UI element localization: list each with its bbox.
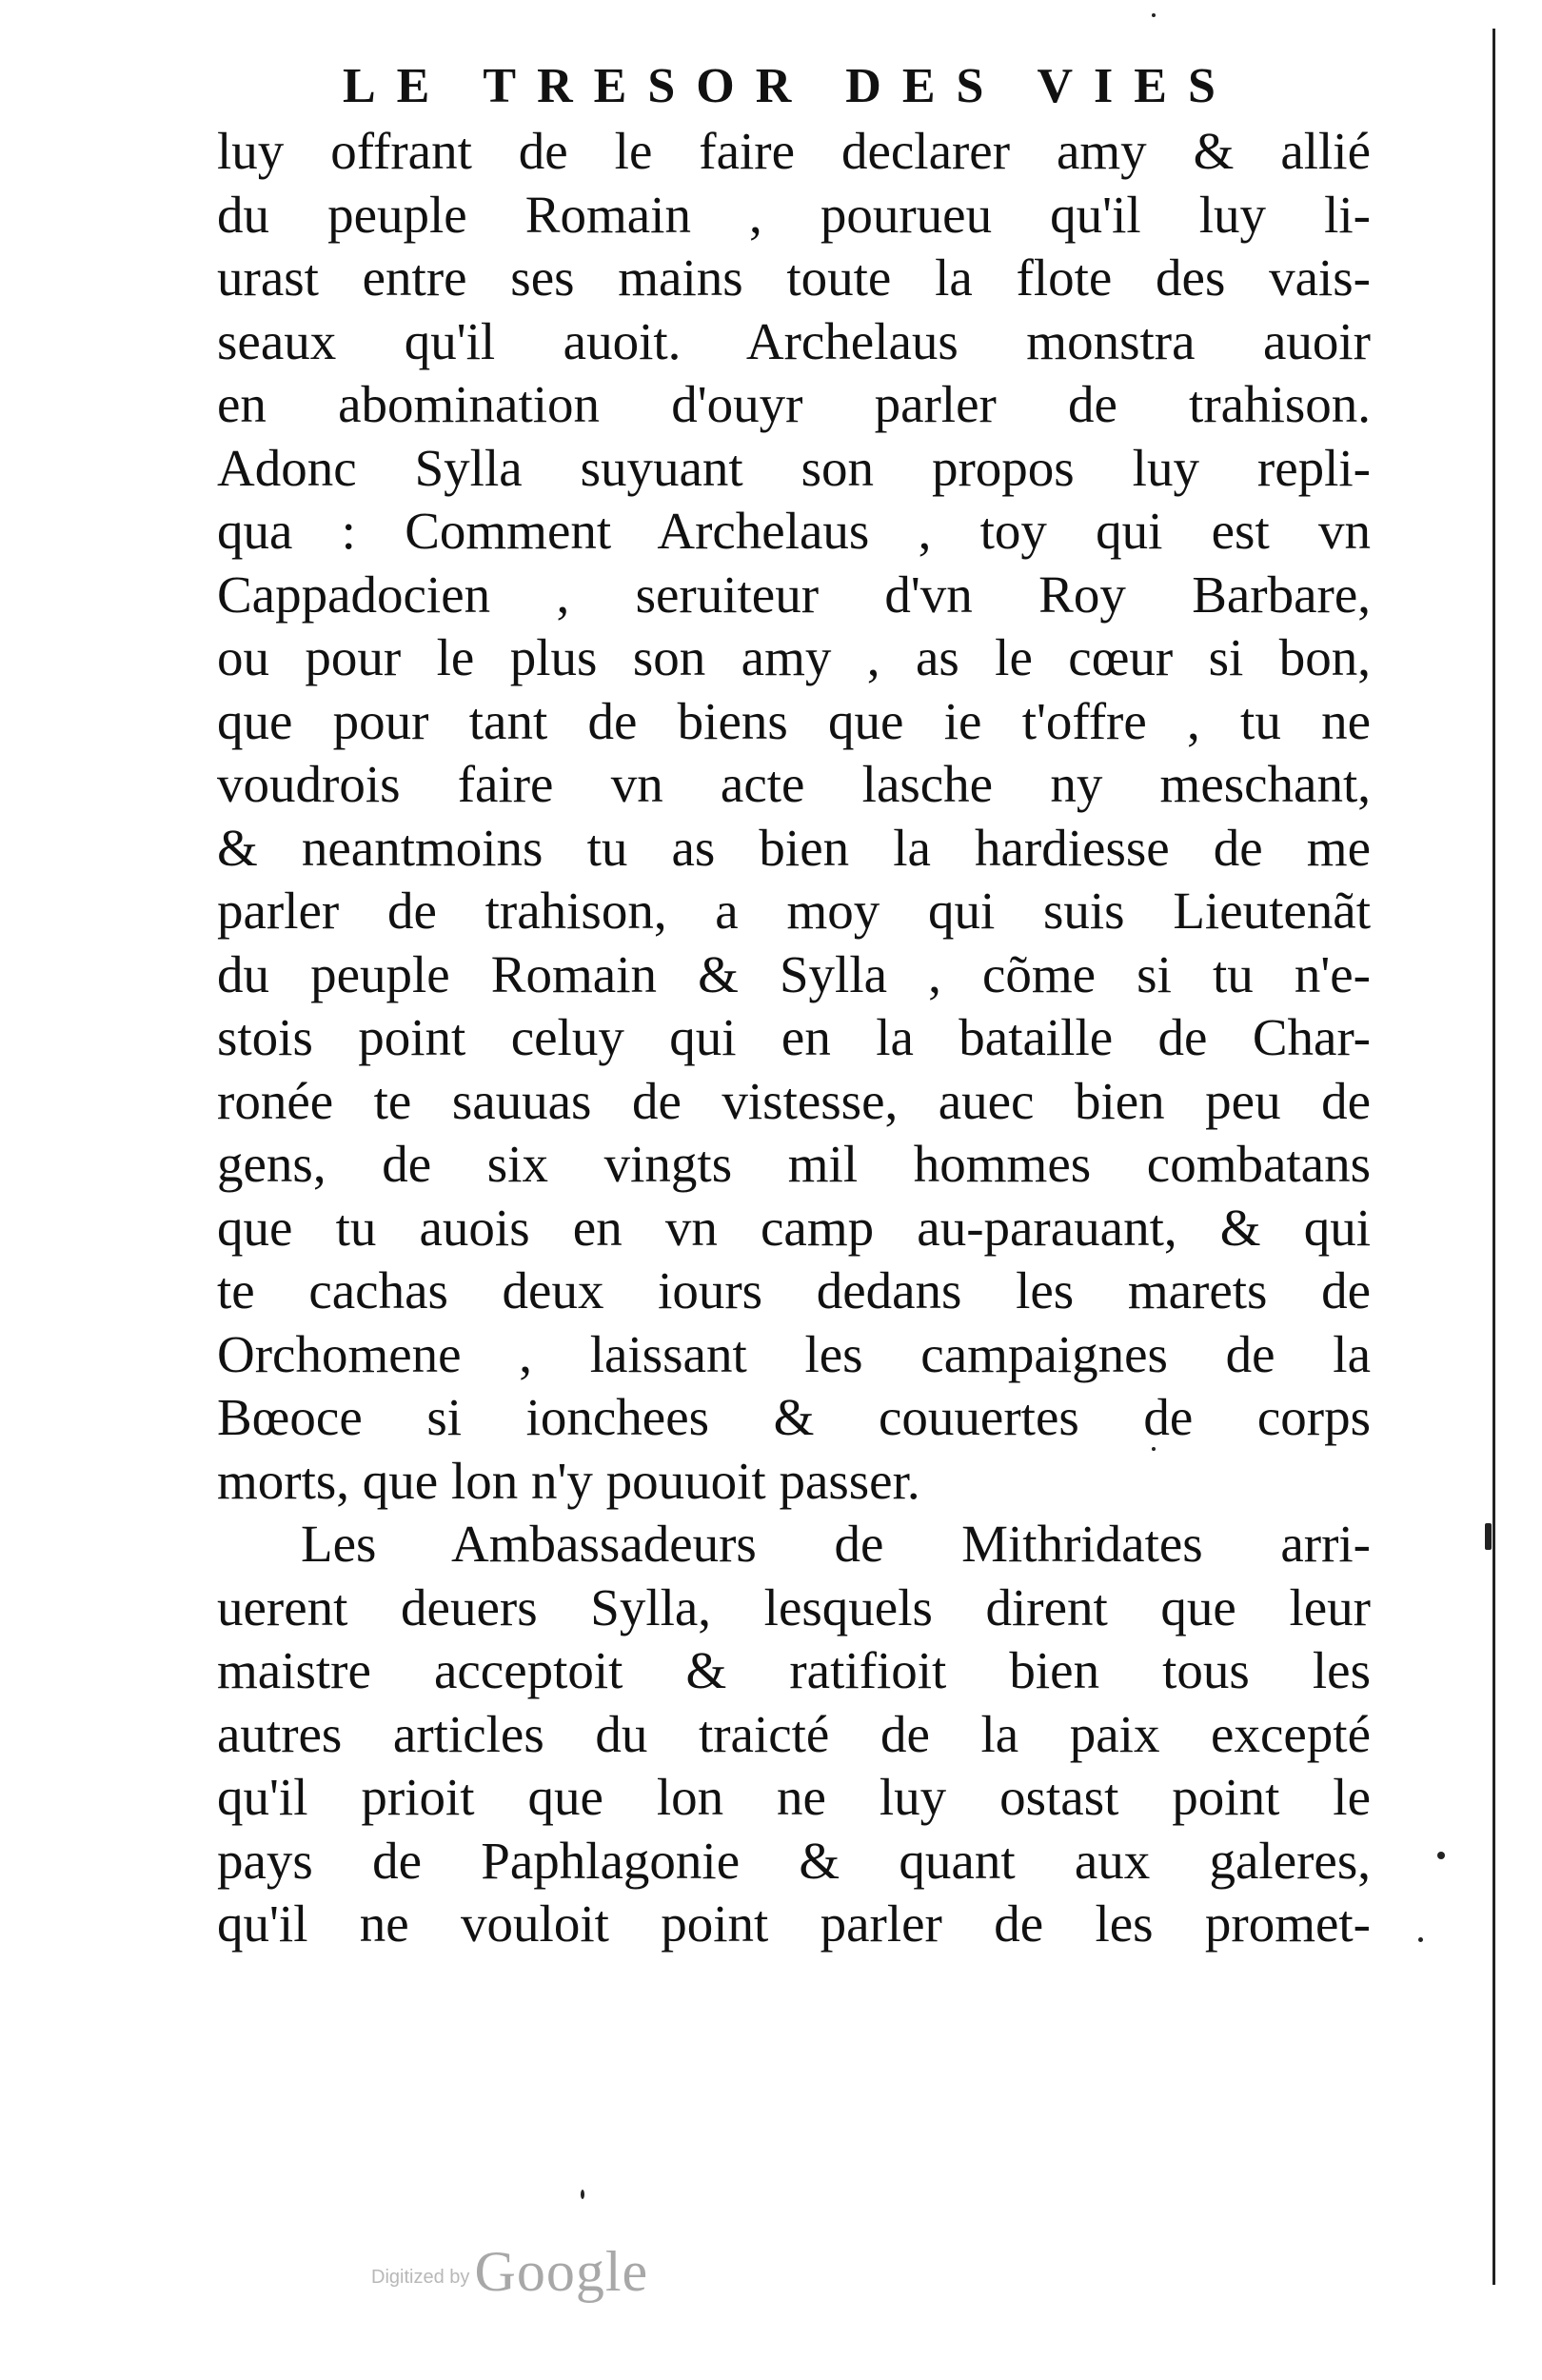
text-line: pays de Paphlagonie & quant aux galeres,: [217, 1831, 1371, 1890]
text-line: autres articles du traicté de la paix excepté: [217, 1704, 1371, 1763]
text-line: Bœoce si ionchees & couuertes de corps: [217, 1388, 1371, 1446]
running-head: LE TRESOR DES VIES: [343, 59, 1236, 113]
text-line: stois point celuy qui en la bataille de Char-: [217, 1008, 1371, 1066]
text-line: que tu auois en vn camp au-parauant, & qui: [217, 1198, 1371, 1257]
text-line: morts, que lon n'y pouuoit passer.: [217, 1451, 920, 1510]
text-line: ronée te sauuas de vistesse, auec bien peu de: [217, 1071, 1371, 1130]
text-line: voudrois faire vn acte lasche ny meschant,: [217, 755, 1371, 813]
text-line: ou pour le plus son amy , as le cœur si bon,: [217, 628, 1371, 686]
text-line: qu'il ne vouloit point parler de les promet-: [217, 1894, 1371, 1953]
text-line: & neantmoins tu as bien la hardiesse de me: [217, 818, 1371, 877]
scan-speck: [581, 2190, 584, 2199]
text-line: urast entre ses mains toute la flote des vais-: [217, 248, 1371, 307]
digitized-by-label: Digitized by: [371, 2267, 470, 2288]
text-line: maistre acceptoit & ratifioit bien tous les: [217, 1641, 1371, 1699]
text-line: qua : Comment Archelaus , toy qui est vn: [217, 502, 1371, 560]
margin-mark: [1485, 1523, 1492, 1550]
text-line: seaux qu'il auoit. Archelaus monstra auoir: [217, 311, 1371, 370]
text-line: du peuple Romain & Sylla , cõme si tu n'e-: [217, 944, 1371, 1003]
body-text: [217, 120, 1371, 1956]
text-line: Orchomene , laissant les campaignes de la: [217, 1324, 1371, 1383]
text-line: que pour tant de biens que ie t'offre , tu ne: [217, 691, 1371, 750]
scan-speck: [1418, 1937, 1423, 1942]
text-line: parler de trahison, a moy qui suis Lieutenãt: [217, 882, 1371, 940]
digitized-watermark: [371, 2239, 648, 2305]
text-line: Adonc Sylla suyuant son propos luy repli-: [217, 438, 1371, 497]
text-line: qu'il prioit que lon ne luy ostast point le: [217, 1768, 1371, 1826]
text-line: du peuple Romain , pourueu qu'il luy li-: [217, 185, 1371, 244]
scan-speck: [1437, 1852, 1445, 1859]
text-line: uerent deuers Sylla, lesquels dirent que leur: [217, 1577, 1371, 1636]
google-logo: Google: [474, 2240, 649, 2303]
scan-speck: [1152, 1447, 1156, 1451]
text-line: Les Ambassadeurs de Mithridates arri-: [301, 1515, 1371, 1573]
text-line: luy offrant de le faire declarer amy & allié: [217, 122, 1371, 180]
text-line: Cappadocien , seruiteur d'vn Roy Barbare,: [217, 565, 1371, 624]
scan-speck: [1152, 13, 1156, 17]
text-line: en abomination d'ouyr parler de trahison.: [217, 375, 1371, 433]
page-edge-rule: [1493, 29, 1495, 2285]
text-line: te cachas deux iours dedans les marets de: [217, 1261, 1371, 1319]
text-line: gens, de six vingts mil hommes combatans: [217, 1135, 1371, 1193]
